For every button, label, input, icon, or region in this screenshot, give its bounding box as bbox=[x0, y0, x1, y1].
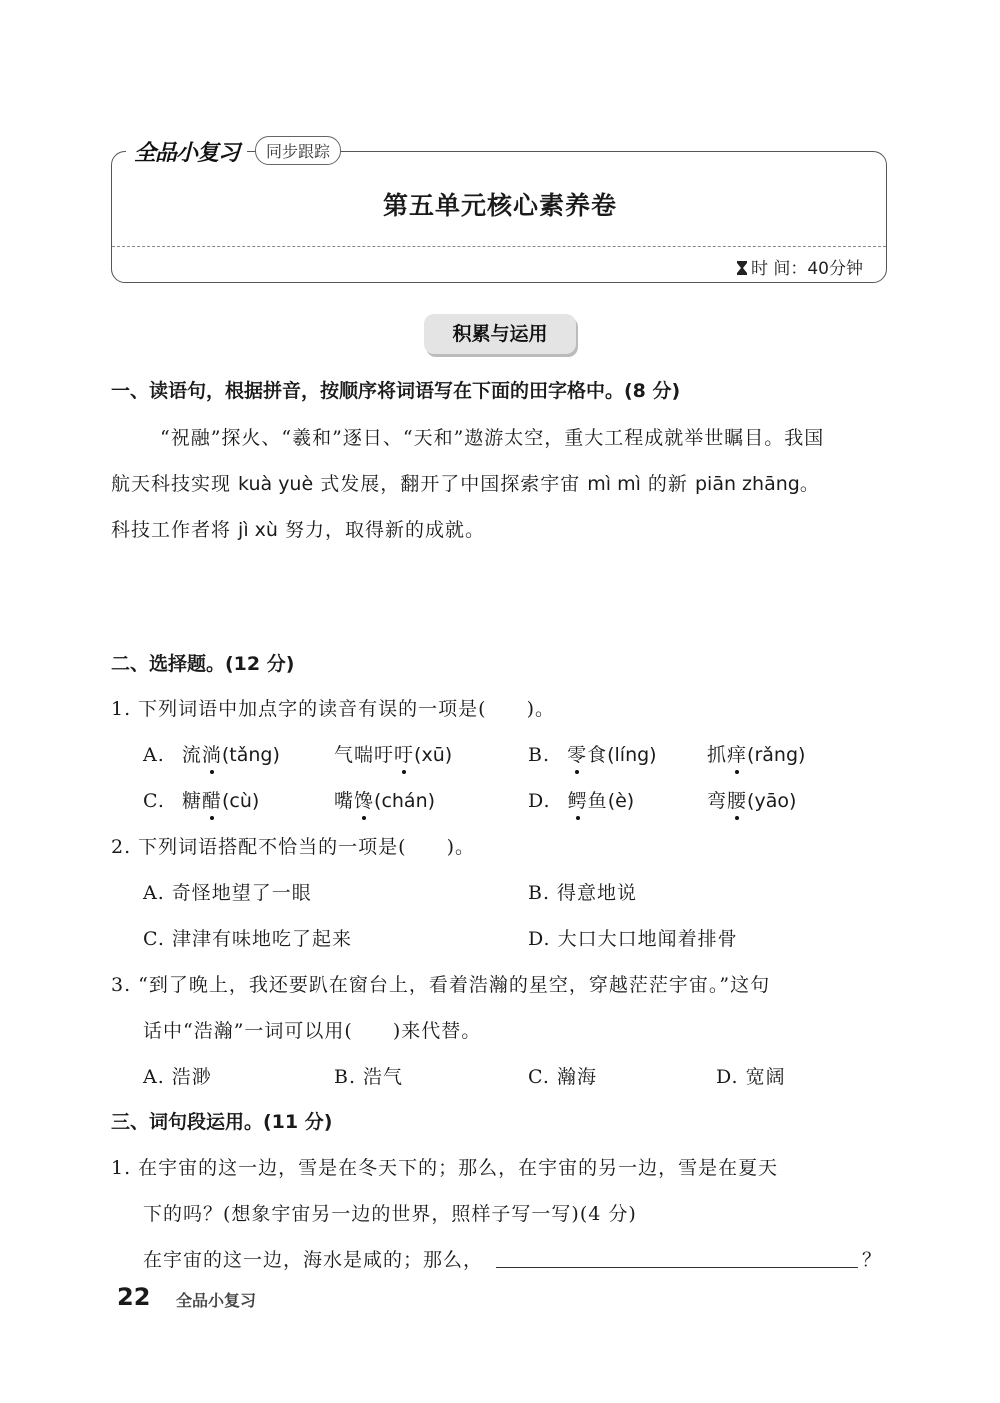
dotted-char: 痒 bbox=[727, 744, 748, 766]
dotted-char: 醋 bbox=[201, 790, 222, 812]
q2-item1-option-c-word2 bbox=[334, 786, 435, 813]
char: 抓 bbox=[707, 744, 728, 766]
pinyin: (cù) bbox=[221, 790, 260, 812]
char: 鱼 bbox=[587, 790, 608, 812]
option-label: C. bbox=[143, 790, 165, 812]
time-value: 40分钟 bbox=[807, 259, 863, 279]
dotted-char: 腰 bbox=[727, 790, 748, 812]
q2-item1-stem: 1. 下列词语中加点字的读音有误的一项是( )。 bbox=[111, 698, 555, 720]
time-row bbox=[737, 254, 863, 279]
time-label: 时 间： bbox=[750, 259, 808, 279]
option-label: A. bbox=[143, 744, 165, 766]
dotted-char: 淌 bbox=[201, 744, 222, 766]
q2-item1-option-c bbox=[143, 786, 259, 813]
q2-item2-option-c: C. 津津有味地吃了起来 bbox=[143, 928, 352, 950]
q2-item3-stem-line1: 3. “到了晚上，我还要趴在窗台上，看着浩瀚的星空，穿越茫茫宇宙。”这句 bbox=[111, 974, 771, 996]
q1-passage-line2 bbox=[111, 469, 820, 496]
q1-line2-d: 。 bbox=[799, 473, 820, 495]
option-label: B. bbox=[528, 744, 551, 766]
q2-item3-option-a: A. 浩渺 bbox=[143, 1066, 212, 1088]
q2-item1-option-d-word2 bbox=[707, 786, 796, 813]
answer-blank-line[interactable] bbox=[496, 1267, 858, 1268]
dotted-char: 馋 bbox=[354, 790, 375, 812]
pinyin: (líng) bbox=[607, 744, 657, 766]
page-number: 22 bbox=[117, 1283, 151, 1311]
pinyin: (è) bbox=[607, 790, 635, 812]
q1-line2-c: 的新 bbox=[640, 473, 695, 495]
pinyin: (rǎng) bbox=[747, 744, 806, 766]
q2-item2-option-d: D. 大口大口地闻着排骨 bbox=[528, 928, 738, 950]
q2-heading: 二、选择题。(12 分) bbox=[111, 653, 295, 675]
q3-item1-line3: 在宇宙的这一边，海水是咸的；那么， bbox=[143, 1249, 484, 1271]
q2-item3-option-d: D. 宽阔 bbox=[716, 1066, 786, 1088]
q2-item2-option-a: A. 奇怪地望了一眼 bbox=[143, 882, 312, 904]
word bbox=[182, 744, 280, 766]
section-pill: 积累与运用 bbox=[424, 314, 576, 354]
word bbox=[182, 790, 259, 812]
dotted-char: 零 bbox=[567, 744, 588, 766]
q3-item1-end-mark: ？ bbox=[862, 1249, 883, 1271]
pinyin: (xū) bbox=[414, 744, 453, 766]
char: 弯 bbox=[707, 790, 728, 812]
word bbox=[568, 790, 635, 812]
q2-item1-option-b-word2 bbox=[707, 740, 805, 767]
q1-line2-b: 式发展，翻开了中国探索宇宙 bbox=[313, 473, 588, 495]
char: 糖 bbox=[181, 790, 202, 812]
option-label: D. bbox=[528, 790, 551, 812]
q2-item1-option-d bbox=[528, 786, 634, 813]
char: 流 bbox=[181, 744, 202, 766]
paper-title: 第五单元核心素养卷 bbox=[382, 191, 617, 220]
q2-item3-option-b: B. 浩气 bbox=[334, 1066, 404, 1088]
q1-line2-a: 航天科技实现 bbox=[111, 473, 239, 495]
q2-item2-option-b: B. 得意地说 bbox=[528, 882, 638, 904]
q2-item1-option-a bbox=[143, 740, 280, 767]
pinyin: (yāo) bbox=[747, 790, 797, 812]
q2-item3-stem-line2: 话中“浩瀚”一词可以用( )来代替。 bbox=[143, 1020, 482, 1042]
footer-brand: 全品小复习 bbox=[176, 1291, 257, 1310]
q1-line3-b: 努力，取得新的成就。 bbox=[277, 519, 485, 541]
q1-heading: 一、读语句，根据拼音，按顺序将词语写在下面的田字格中。(8 分) bbox=[111, 380, 681, 402]
dotted-char: 吁 bbox=[394, 744, 415, 766]
word bbox=[567, 744, 657, 766]
pinyin: (tǎng) bbox=[221, 744, 280, 766]
pinyin-jixu: jì xù bbox=[238, 519, 278, 541]
pinyin-kuayue: kuà yuè bbox=[238, 473, 314, 495]
q3-item1-line2: 下的吗？(想象宇宙另一边的世界，照样子写一写)(4 分) bbox=[143, 1203, 637, 1225]
pinyin: (chán) bbox=[374, 790, 436, 812]
dotted-char: 鳄 bbox=[567, 790, 588, 812]
q1-passage-line3 bbox=[111, 515, 485, 542]
q1-passage-line1: “祝融”探火、“羲和”逐日、“天和”遨游太空，重大工程成就举世瞩目。我国 bbox=[160, 427, 825, 449]
q3-item1-line1: 1. 在宇宙的这一边，雪是在冬天下的；那么，在宇宙的另一边，雪是在夏天 bbox=[111, 1157, 779, 1179]
char: 气喘吁 bbox=[334, 744, 395, 766]
pinyin-pianzhang: piān zhāng bbox=[694, 473, 800, 495]
char: 嘴 bbox=[334, 790, 355, 812]
q2-item2-stem: 2. 下列词语搭配不恰当的一项是( )。 bbox=[111, 836, 475, 858]
char: 食 bbox=[587, 744, 608, 766]
q2-item1-option-b bbox=[528, 740, 657, 767]
q3-heading: 三、词句段运用。(11 分) bbox=[111, 1111, 333, 1133]
header-divider bbox=[112, 246, 886, 247]
q2-item3-option-c: C. 瀚海 bbox=[528, 1066, 597, 1088]
brand-tag: 同步跟踪 bbox=[255, 136, 341, 165]
pinyin-mimi: mì mì bbox=[587, 473, 641, 495]
q1-line3-a: 科技工作者将 bbox=[111, 519, 239, 541]
brand-logo: 全品小复习 bbox=[126, 136, 247, 167]
q2-item1-option-a-word2 bbox=[334, 740, 452, 767]
hourglass-icon bbox=[737, 261, 747, 275]
